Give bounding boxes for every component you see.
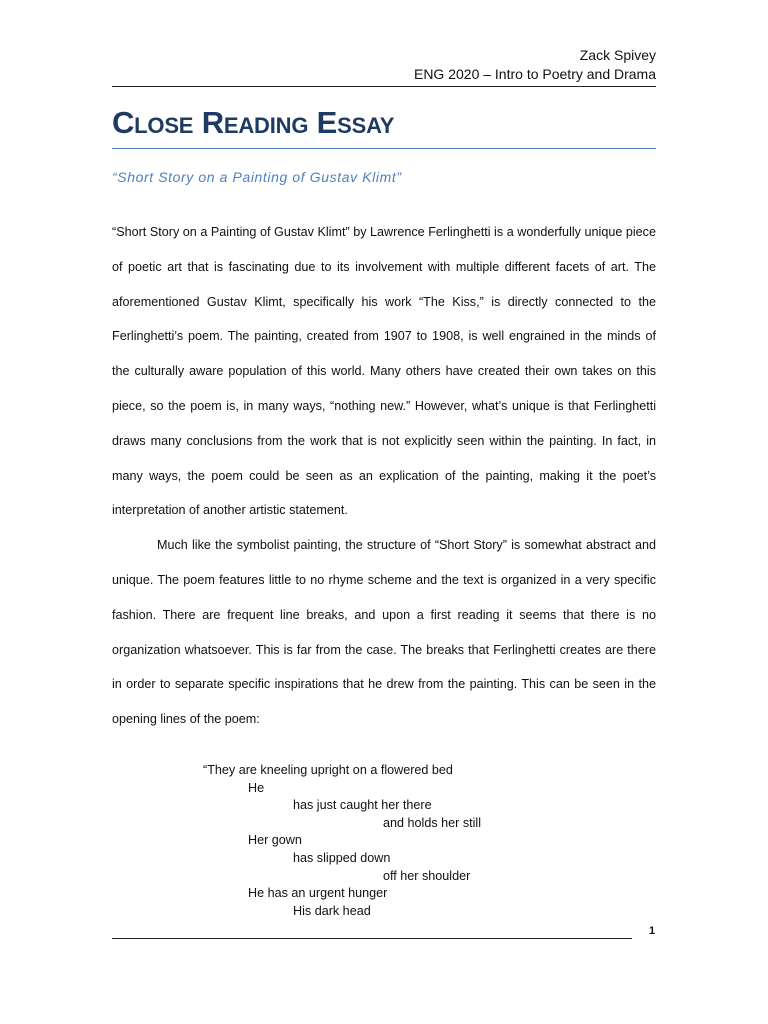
header-author: Zack Spivey — [579, 47, 656, 63]
poem-line: “They are kneeling upright on a flowered bed — [203, 763, 453, 777]
title-divider — [112, 148, 656, 149]
poem-line: He — [248, 780, 265, 795]
paragraph: “Short Story on a Painting of Gustav Klimt” by Lawrence Ferlinghetti is a wonderfully unique piece of poetic art that is fascinating due to its involvement with multiple different facets of art. The aforementioned Gustav Klimt, specifically his work “The Kiss,” is directly connected to the Ferlinghetti’s poem. The painting, created from 1907 to 1908, is well engrained in the minds of the culturally aware population of this world. Many others have created their own takes on this piece, so the poem is, in many ways, “nothing new.” However, what’s unique is that Ferlinghetti draws many conclusions from the work that is not explicitly seen within the painting. In fact, in many ways, the poem could be seen as an explication of the painting, making it the poet’s interpretation of another artistic statement. — [112, 225, 656, 518]
essay-body — [112, 215, 656, 737]
header-course: ENG 2020 – Intro to Poetry and Drama — [413, 66, 656, 82]
poem-line: and holds her still — [383, 815, 482, 830]
page-header — [414, 46, 656, 84]
poem-line: has just caught her there — [293, 798, 432, 813]
paragraph: Much like the symbolist painting, the structure of “Short Story” is somewhat abstract and unique. The poem features little to no rhyme scheme and the text is organized in a very specific fashion. There are frequent line breaks, and upon a first reading it seems that there is no organization whatsoever. This is far from the case. The breaks that Ferlinghetti creates are there in order to separate specific inspirations that he drew from the painting. This can be seen in the opening lines of the poem: — [112, 538, 656, 727]
poem-line: He has an urgent hunger — [248, 886, 388, 901]
poem-line: Her gown — [248, 833, 302, 848]
essay-subtitle: “Short Story on a Painting of Gustav Klimt” — [112, 169, 402, 185]
poem-line: His dark head — [293, 903, 371, 918]
footer-divider — [112, 938, 632, 939]
poem-quote — [203, 762, 481, 920]
essay-title: Close Reading Essay — [112, 105, 395, 140]
poem-line: off her shoulder — [383, 868, 471, 883]
poem-line: has slipped down — [293, 850, 391, 865]
page-number: 1 — [649, 925, 656, 937]
header-divider — [112, 86, 656, 87]
